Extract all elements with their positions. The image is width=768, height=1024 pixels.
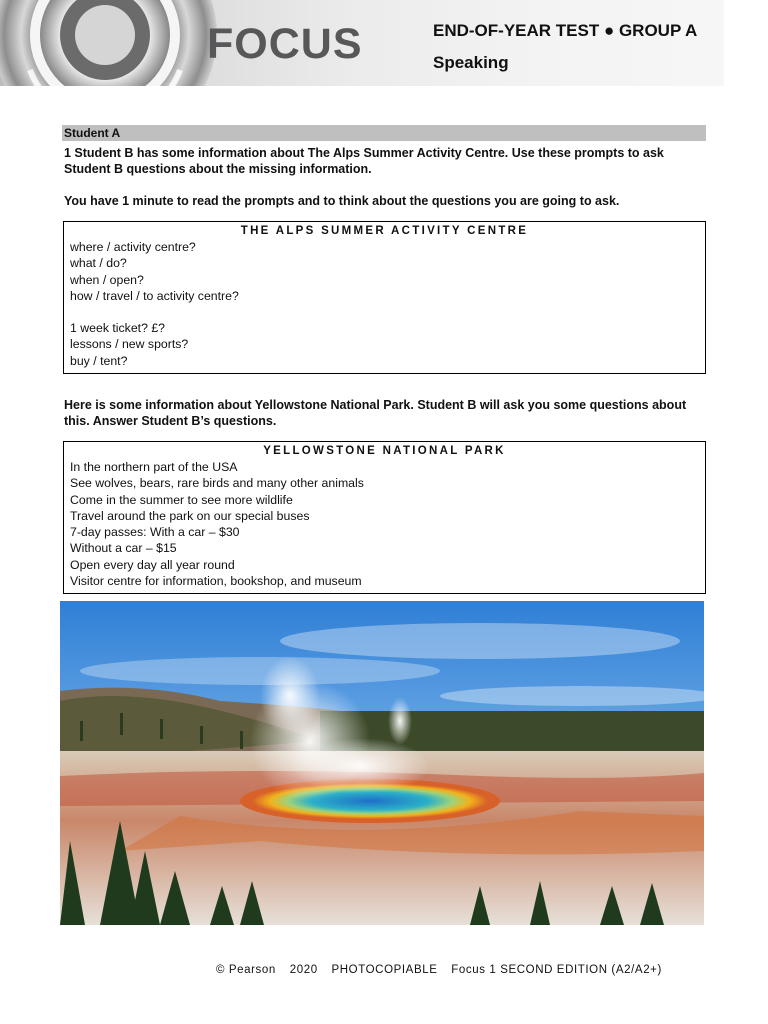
focus-logo-disc-icon (0, 0, 220, 86)
page-footer (216, 964, 672, 976)
prompt-item: when / open? (70, 272, 144, 287)
edition-label: Focus 1 SECOND EDITION (A2/A2+) (451, 964, 662, 976)
brand-logo-text: FOCUS (207, 20, 363, 68)
prompt-item: 1 week ticket? £? (70, 321, 166, 336)
prompt-item: what / do? (70, 256, 127, 271)
footer-year: 2020 (289, 964, 318, 976)
yellowstone-box-title: YELLOWSTONE NATIONAL PARK (263, 445, 506, 457)
task2-instruction: Here is some information about Yellowstone National Park. Student B will ask you some questions about this. Answer Student B’s questions. (64, 398, 687, 428)
info-line: In the northern part of the USA (70, 460, 238, 474)
yellowstone-photo (60, 601, 704, 925)
student-label: Student A (62, 125, 706, 141)
test-title: END-OF-YEAR TEST ● GROUP A (433, 21, 698, 40)
prompt-item: buy / tent? (70, 353, 128, 368)
info-line: Open every day all year round (70, 557, 235, 572)
alps-prompts-box (63, 221, 706, 374)
info-line: 7-day passes: With a car – $30 (70, 525, 240, 540)
prompt-item: how / travel / to activity centre? (70, 288, 239, 303)
header-edge (724, 0, 768, 86)
prompt-item: lessons / new sports? (70, 337, 189, 352)
copyright-text: © Pearson (216, 964, 276, 976)
section-title: Speaking (433, 53, 509, 72)
info-line: See wolves, bears, rare birds and many other animals (70, 476, 364, 491)
info-line: Travel around the park on our special buses (70, 508, 310, 523)
yellowstone-info-box (63, 441, 706, 594)
info-line: Without a car – $15 (70, 541, 177, 556)
task1-timing: You have 1 minute to read the prompts and to think about the questions you are going to ask. (64, 194, 620, 208)
prompt-item: where / activity centre? (70, 240, 196, 254)
photocopiable-label: PHOTOCOPIABLE (331, 964, 438, 976)
page-header (0, 0, 768, 86)
task1-instruction: 1 Student B has some information about The Alps Summer Activity Centre. Use these prompts to ask Student B questions about the missing information. (64, 146, 664, 176)
info-line: Come in the summer to see more wildlife (70, 492, 293, 507)
alps-box-title: THE ALPS SUMMER ACTIVITY CENTRE (240, 225, 529, 237)
info-line: Visitor centre for information, bookshop, and museum (70, 574, 362, 589)
spacer (70, 304, 699, 320)
